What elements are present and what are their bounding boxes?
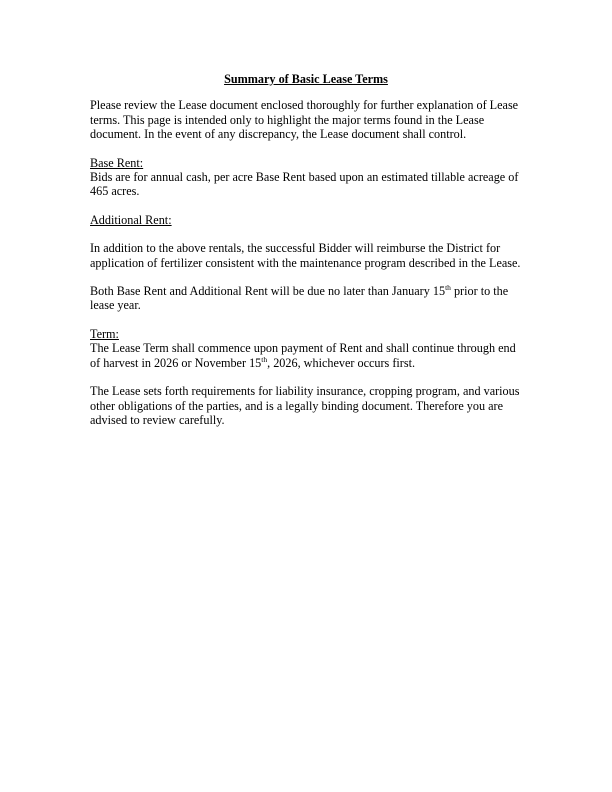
due-date-text-before: Both Base Rent and Additional Rent will be due no later than January 15 [90, 284, 446, 299]
intro-paragraph: Please review the Lease document enclosed thoroughly for further explanation of Lease terms. This page is intended only to highlight the major terms found in the Lease document. In the event of any discrepancy, the Lease document shall control. [90, 98, 519, 142]
term-heading: Term: [90, 326, 119, 341]
document-page [90, 72, 522, 441]
additional-rent-heading: Additional Rent: [90, 212, 172, 227]
term-ordinal: th [261, 354, 268, 364]
base-rent-section [90, 156, 522, 199]
term-text-before: The Lease Term shall commence upon payment of Rent and shall continue through end of harvest in 2026 or November 15 [90, 341, 516, 370]
closing-paragraph: The Lease sets forth requirements for liability insurance, cropping program, and various other obligations of the parties, and is a legally binding document. Therefore you are advised to review carefully. [90, 384, 520, 427]
due-date-ordinal: th [445, 283, 451, 292]
additional-rent-text: In addition to the above rentals, the successful Bidder will reimburse the District for application of fertilizer consistent with the maintenance program described in the Lease. [90, 241, 521, 270]
due-date-paragraph [90, 284, 522, 313]
additional-rent-section [90, 213, 522, 270]
term-text-after: , 2026, whichever occurs first. [267, 355, 416, 370]
base-rent-heading: Base Rent: [90, 155, 144, 170]
term-section [90, 327, 522, 370]
document-title: Summary of Basic Lease Terms [224, 72, 388, 86]
base-rent-text: Bids are for annual cash, per acre Base Rent based upon an estimated tillable acreage of 465 acres. [90, 170, 519, 199]
due-date-text-after: prior to the lease year. [90, 284, 509, 313]
